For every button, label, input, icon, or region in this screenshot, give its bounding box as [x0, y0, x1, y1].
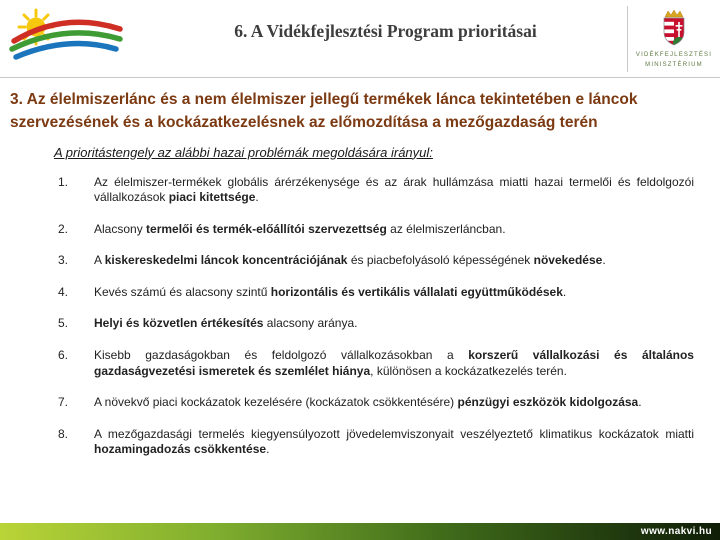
list-item-number: 6.	[58, 348, 69, 363]
subtitle: A prioritástengely az alábbi hazai problémák megoldására irányul:	[54, 144, 433, 160]
ministry-name	[636, 51, 712, 70]
ministry-name-line1: VIDÉKFEJLESZTÉSI	[635, 51, 713, 58]
list-item-number: 4.	[58, 284, 69, 299]
list-item-number: 1.	[58, 174, 69, 189]
list-item-text: Az élelmiszer-termékek globális árérzékenysége és az árak hullámzása miatti hazai termelői és feldolgozói vállalkozások piaci kitettsége.	[94, 174, 694, 205]
slide-title: 6. A Vidékfejlesztési Program prioritásai	[234, 21, 537, 41]
list-item-text: Kevés számú és alacsony szintű horizontális és vertikális vállalati együttműködések.	[94, 284, 567, 299]
list-item-text: Helyi és közvetlen értékesítés alacsony aránya.	[94, 316, 358, 331]
sun-swoosh-logo-icon	[6, 5, 128, 67]
slide-header	[0, 0, 720, 78]
hungarian-coat-of-arms-icon	[657, 8, 691, 50]
slide-body	[0, 78, 720, 522]
list-item	[58, 348, 708, 379]
list-item-text: A kiskereskedelmi láncok koncentrációjának és piacbefolyásoló képességének növekedése.	[94, 253, 606, 268]
list-item	[58, 395, 708, 411]
list-item-number: 8.	[58, 426, 69, 441]
list-item	[58, 253, 708, 269]
ministry-logo	[628, 5, 720, 72]
list-item-number: 2.	[58, 221, 69, 236]
list-item-text: Alacsony termelői és termék-előállítói szervezettség az élelmiszerláncban.	[94, 221, 506, 236]
section-heading: 3. Az élelmiszerlánc és a nem élelmiszer jellegű termékek lánca tekintetében e láncok szervezésének és a kockázatkezelésnek az előmozdítása a mezőgazdaság terén	[10, 91, 638, 132]
list-item	[58, 175, 708, 206]
organization-logo	[0, 5, 144, 72]
list-item-text: A mezőgazdasági termelés kiegyensúlyozott jövedelemviszonyait veszélyeztető klimatikus kockázatok miatti hozamingadozás csökkentése.	[94, 426, 694, 457]
problem-list	[58, 175, 708, 459]
list-item-number: 5.	[58, 316, 69, 331]
list-item	[58, 222, 708, 238]
list-item	[58, 427, 708, 458]
list-item-text: Kisebb gazdaságokban és feldolgozó vállalkozásokban a korszerű vállalkozási és általános gazdaságvezetési ismeretek és szemlélet hiánya, különösen a kockázatkezelés terén.	[94, 348, 694, 378]
ministry-name-line2: MINISZTÉRIUM	[645, 61, 703, 68]
footer-bar	[0, 523, 720, 540]
list-item-number: 3.	[58, 253, 69, 268]
list-item-text: A növekvő piaci kockázatok kezelésére (kockázatok csökkentésére) pénzügyi eszközök kidolgozása.	[94, 395, 642, 410]
list-item	[58, 285, 708, 301]
list-item	[58, 316, 708, 332]
footer-url: www.nakvi.hu	[640, 526, 712, 537]
list-item-number: 7.	[58, 395, 69, 410]
